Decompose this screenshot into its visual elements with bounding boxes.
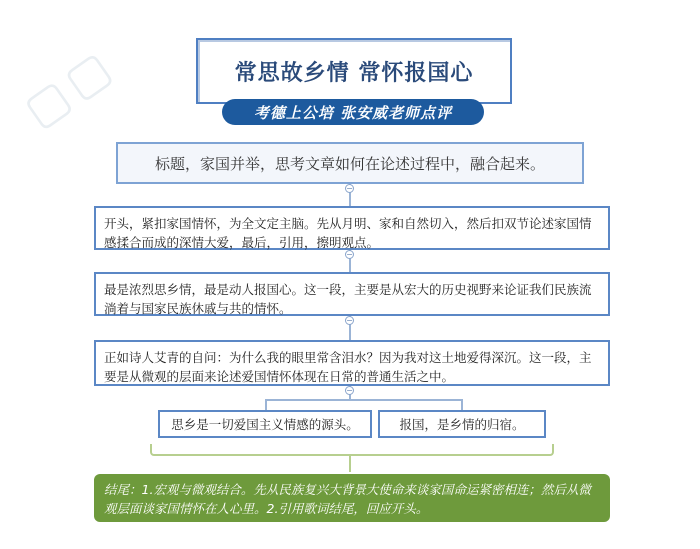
collapse-toggle-icon[interactable]: − — [346, 316, 353, 325]
leaf-node-homesick — [158, 410, 372, 438]
paragraph-node-opening: 开头，紧扣家国情怀，为全文定主脑。先从月明、家和自然切入，然后扣双节论述家国情感揉合而成的深情大爱，最后，引用，擦明观点。 — [94, 206, 610, 250]
connector-line — [265, 399, 463, 401]
summary-bracket-stem — [349, 456, 351, 472]
leaf-label: 思乡是一切爱国主义情感的源头。 — [171, 417, 359, 432]
collapse-toggle-icon[interactable]: − — [346, 250, 353, 259]
paragraph-node-micro: 正如诗人艾青的自问：为什么我的眼里常含泪水？因为我对这土地爱得深沉。这一段，主要是从微观的层面来论述爱国情怀体现在日常的普通生活之中。 — [94, 340, 610, 386]
leaf-node-serve — [378, 410, 546, 438]
paragraph-node-macro: 最是浓烈思乡情，最是动人报国心。这一段，主要是从宏大的历史视野来论证我们民族流淌着与国家民族休戚与共的情怀。 — [94, 272, 610, 316]
collapse-toggle-icon[interactable]: − — [346, 386, 353, 395]
connector-line — [461, 399, 463, 410]
conclusion-node: 结尾：1.宏观与微观结合。先从民族复兴大背景大使命来谈家国命运紧密相连；然后从微观层面谈家国情怀在人心里。2.引用歌词结尾，回应开头。 — [94, 474, 610, 522]
leaf-label: 报国，是乡情的归宿。 — [399, 417, 525, 432]
author-banner — [222, 99, 484, 125]
title-node — [196, 38, 512, 104]
summary-bracket — [150, 444, 554, 456]
subtitle-node — [116, 142, 584, 184]
page-title: 常思故乡情 常怀报国心 — [234, 60, 474, 86]
connector-line — [265, 399, 267, 410]
watermark: ▢▢ — [13, 36, 126, 138]
banner-label: 考德上公培 张安威老师点评 — [253, 103, 453, 122]
subtitle-text: 标题，家国并举，思考文章如何在论述过程中，融合起来。 — [154, 154, 545, 173]
collapse-toggle-icon[interactable]: − — [346, 184, 353, 193]
